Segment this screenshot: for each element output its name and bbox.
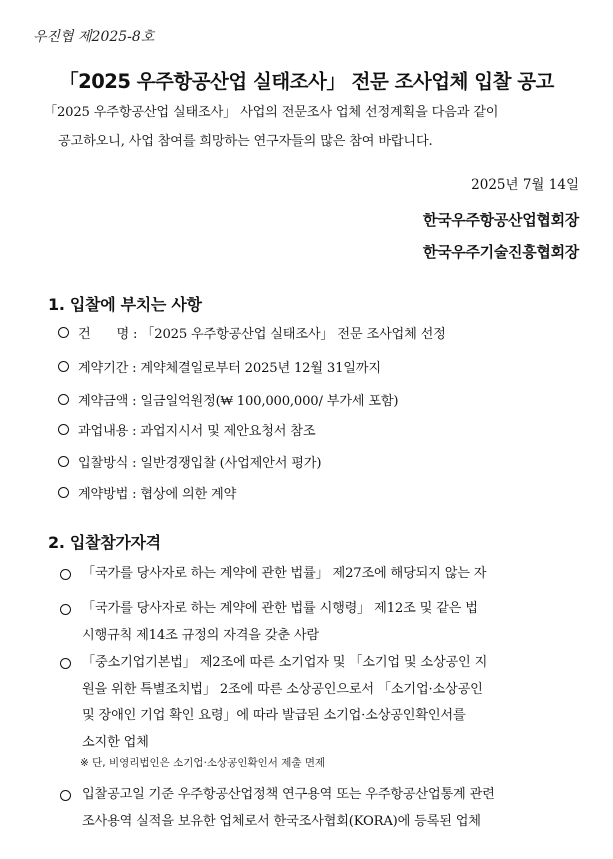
intro-line-1: 「2025 우주항공산업 실태조사」 사업의 전문조사 업체 선정계획을 다음과 같이 [44,105,499,120]
list-item: 계약금액 : 일금일억원정(₩ 100,000,000/ 부가세 포함) [58,390,398,409]
section-2-heading: 2. 입찰참가자격 [48,533,161,552]
organization-space-technology: 한국우주기술진흥협회장 [422,243,579,261]
circle-bullet-icon [58,394,69,405]
section-1-heading: 1. 입찰에 부치는 사항 [48,295,202,314]
circle-bullet-icon [60,604,71,615]
circle-bullet-icon [58,487,69,498]
qualification-item: 입찰공고일 기준 우주항공산업정책 연구용역 또는 우주항공산업통계 관련 조사용역 실적을 보유한 업체로서 한국조사협회(KORA)에 등록된 업체 [60,782,580,835]
circle-bullet-icon [58,361,69,372]
list-item: 건 명 : 「2025 우주항공산업 실태조사」 전문 조사업체 선정 [58,323,446,342]
list-item: 입찰방식 : 일반경쟁입찰 (사업제안서 평가) [58,452,321,471]
qualification-item: 「국가를 당사자로 하는 계약에 관한 법률 시행령」 제12조 및 같은 법 시행규칙 제14조 규정의 자격을 갖춘 사람 [60,596,580,649]
intro-line-2: 공고하오니, 사업 참여를 희망하는 연구자들의 많은 참여 바랍니다. [58,134,433,149]
circle-bullet-icon [60,658,71,669]
circle-bullet-icon [58,327,69,338]
list-item: 계약기간 : 계약체결일로부터 2025년 12월 31일까지 [58,357,381,376]
list-item: 계약방법 : 협상에 의한 계약 [58,483,236,502]
circle-bullet-icon [58,456,69,467]
circle-bullet-icon [58,424,69,435]
organization-aerospace-industry: 한국우주항공산업협회장 [422,211,579,229]
qualification-item: 「중소기업기본법」 제2조에 따른 소기업자 및 「소기업 및 소상공인 지 원을 위한 특별조치법」 2조에 따른 소상공인으로서 「소기업·소상공인 및 장애인 기업 확인 요령」에 따라 발급된 소기업·소상공인확인서를 소지한 업체 [60,650,580,756]
footnote: ※ 단, 비영리법인은 소기업·소상공인확인서 제출 면제 [80,757,326,769]
circle-bullet-icon [60,569,71,580]
circle-bullet-icon [60,790,71,801]
qualification-item: 「국가를 당사자로 하는 계약에 관한 법률」 제27조에 해당되지 않는 자 [60,561,580,588]
list-item: 과업내용 : 과업지시서 및 제안요청서 참조 [58,420,315,439]
page-title: 「2025 우주항공산업 실태조사」 전문 조사업체 입찰 공고 [59,70,554,93]
announcement-date: 2025년 7월 14일 [471,177,579,193]
document-number: 우진협 제2025-8호 [33,29,155,45]
